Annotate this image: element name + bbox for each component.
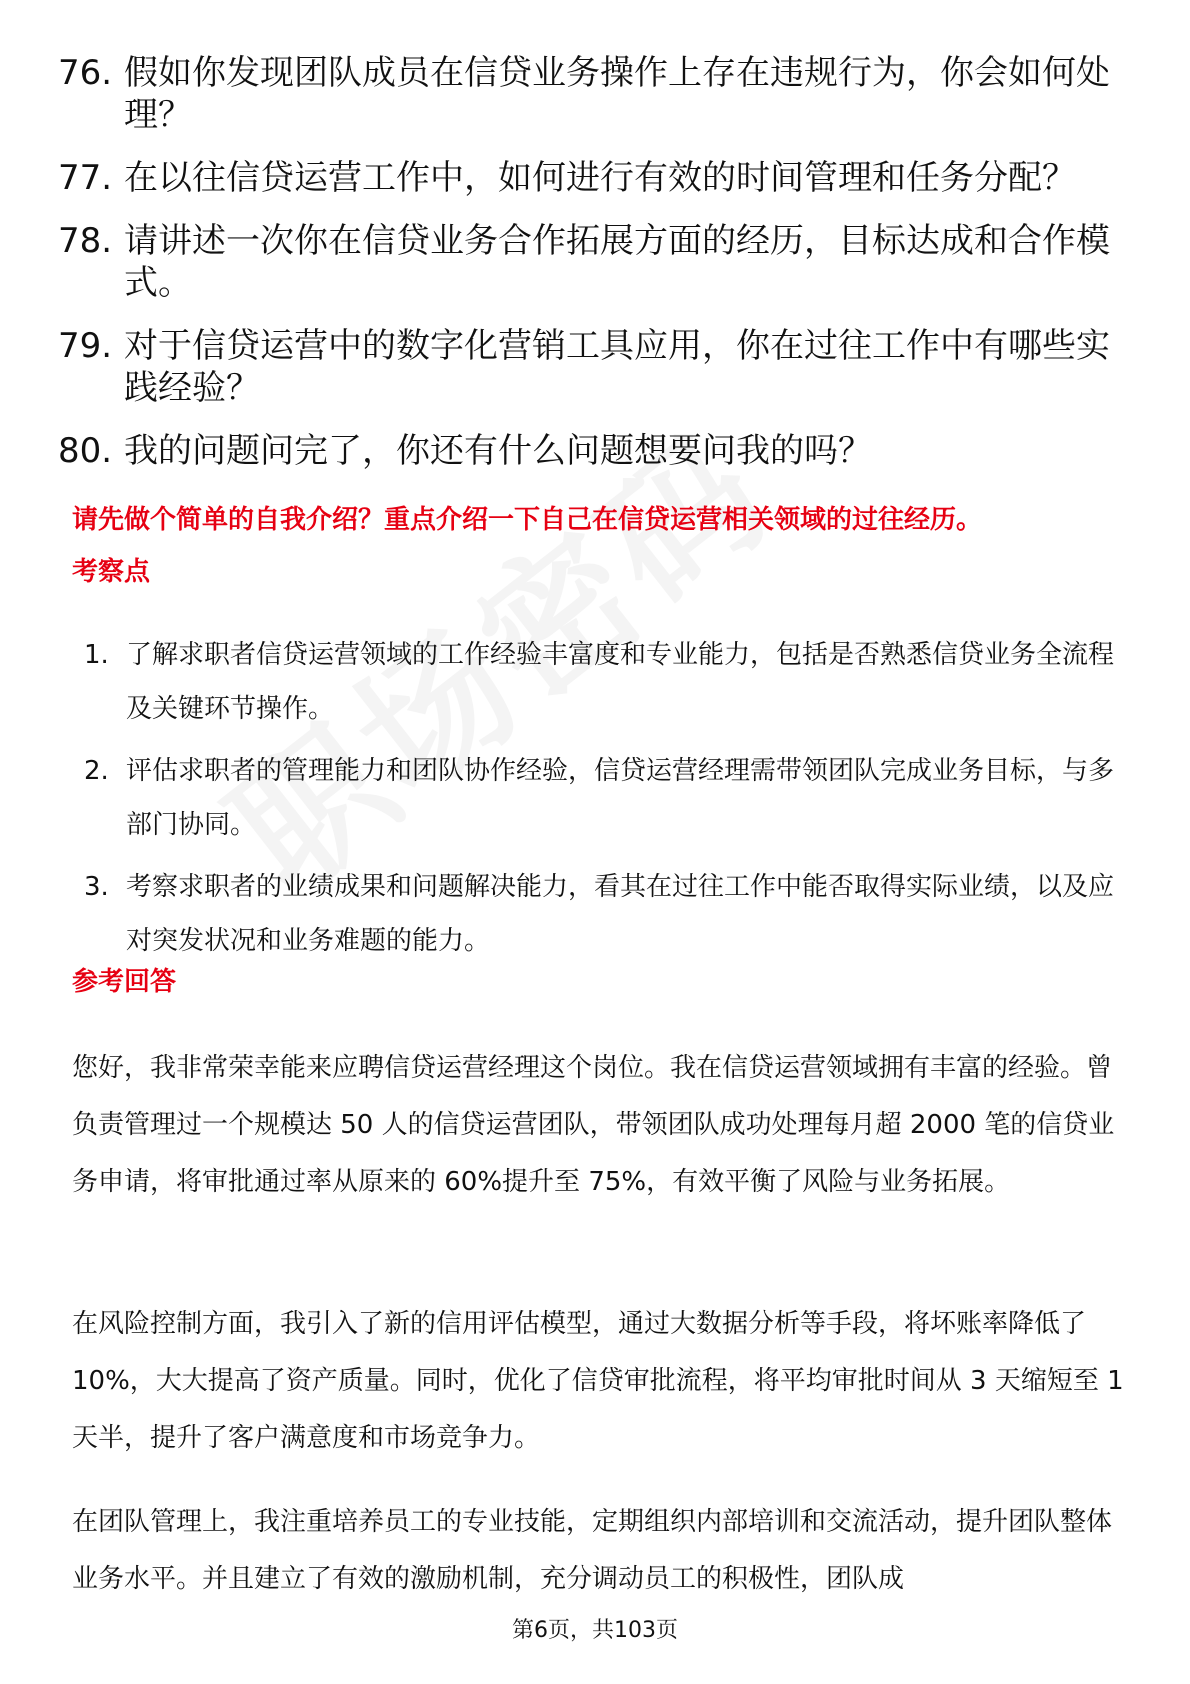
question-item xyxy=(58,157,1138,199)
question-text: 我的问题问完了，你还有什么问题想要问我的吗？ xyxy=(124,431,872,471)
observation-item xyxy=(84,628,1130,736)
answer-paragraph: 在团队管理上，我注重培养员工的专业技能，定期组织内部培训和交流活动，提升团队整体业务水平。并且建立了有效的激励机制，充分调动员工的积极性，团队成 xyxy=(72,1507,1113,1594)
question-list xyxy=(58,52,1138,493)
observation-text: 考察求职者的业绩成果和问题解决能力，看其在过往工作中能否取得实际业绩，以及应对突发状况和业务难题的能力。 xyxy=(126,872,1115,956)
question-number: 77. xyxy=(58,158,113,198)
answer-heading: 参考回答 xyxy=(72,967,177,997)
question-text: 请讲述一次你在信贷业务合作拓展方面的经历，目标达成和合作模式。 xyxy=(124,221,1110,303)
question-text: 在以往信贷运营工作中，如何进行有效的时间管理和任务分配？ xyxy=(124,158,1076,198)
observation-heading: 考察点 xyxy=(72,557,151,587)
answer-paragraph: 在风险控制方面，我引入了新的信用评估模型，通过大数据分析等手段，将坏账率降低了 10%，大大提高了资产质量。同时，优化了信贷审批流程，将平均审批时间从 3 天缩短至 1 天半，提升了客户满意度和市场竞争力。 xyxy=(72,1309,1124,1453)
question-text: 对于信贷运营中的数字化营销工具应用，你在过往工作中有哪些实践经验？ xyxy=(124,326,1110,408)
observation-text: 评估求职者的管理能力和团队协作经验，信贷运营经理需带领团队完成业务目标，与多部门协同。 xyxy=(126,756,1115,840)
question-number: 79. xyxy=(58,326,113,366)
observation-number: 3. xyxy=(84,872,109,902)
observation-text: 了解求职者信贷运营领域的工作经验丰富度和专业能力，包括是否熟悉信贷业务全流程及关键环节操作。 xyxy=(126,640,1115,724)
page-footer: 第6页，共103页 xyxy=(512,1618,678,1643)
observation-list xyxy=(84,628,1130,976)
question-number: 78. xyxy=(58,221,113,261)
question-number: 80. xyxy=(58,431,113,471)
answer-paragraph: 您好，我非常荣幸能来应聘信贷运营经理这个岗位。我在信贷运营领域拥有丰富的经验。曾负责管理过一个规模达 50 人的信贷运营团队，带领团队成功处理每月超 2000 笔的信贷业务申请，将审批通过率从原来的 60%提升至 75%，有效平衡了风险与业务拓展。 xyxy=(72,1053,1115,1197)
question-item xyxy=(58,220,1138,304)
observation-item xyxy=(84,860,1130,968)
question-item xyxy=(58,430,1138,472)
observation-item xyxy=(84,744,1130,852)
observation-number: 1. xyxy=(84,640,109,670)
question-number: 76. xyxy=(58,53,113,93)
question-item xyxy=(58,52,1138,136)
featured-question-title: 请先做个简单的自我介绍？重点介绍一下自己在信贷运营相关领域的过往经历。 xyxy=(72,505,983,535)
observation-number: 2. xyxy=(84,756,109,786)
question-text: 假如你发现团队成员在信贷业务操作上存在违规行为，你会如何处理？ xyxy=(124,53,1110,135)
question-item xyxy=(58,325,1138,409)
